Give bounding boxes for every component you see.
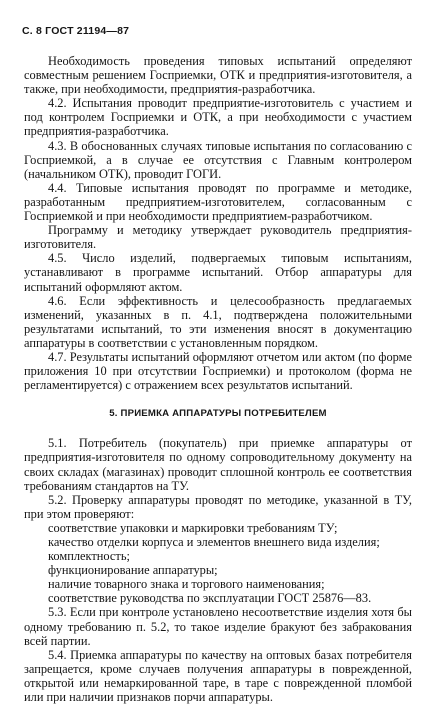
checklist-item: комплектность; — [48, 549, 130, 564]
checklist-item: функционирование аппаратуры; — [48, 563, 218, 578]
paragraph-4-5: 4.5. Число изделий, подвергаемых типовым испытаниям, устанавливают в программе испытаний. Отбор аппаратуры для испытаний оформляют актом. — [24, 251, 412, 294]
paragraph-4-4: 4.4. Типовые испытания проводят по программе и методике, разработанным предприятием-изготовителем, согласованным с Госприемкой и при необходимости предприятием-разработчиком. — [24, 180, 412, 224]
checklist-item: соответствие упаковки и маркировки требованиям ТУ; — [48, 520, 338, 535]
paragraph-5-4: 5.4. Приемка аппаратуры по качеству на оптовых базах потребителя запрещается, кроме случаев получения аппаратуры в поврежденной, открытой или немаркированной таре, в таре с поврежденной пломбой или при наличии признаков порчи аппаратуры. — [24, 647, 412, 704]
checklist-item: качество отделки корпуса и элементов внешнего вида изделия; — [48, 535, 380, 549]
document-body — [24, 54, 412, 704]
paragraph-4-3: 4.3. В обоснованных случаях типовые испытания по согласованию с Госприемкой, а в случае ее отсутствия с Главным контролером (начальником ОТК), проводит ГОГИ. — [24, 138, 412, 181]
paragraph-4-6: 4.6. Если эффективность и целесообразность предлагаемых изменений, указанных в п. 4.1, подтверждена положительными результатами испытаний, то эти изменения вносят в документацию аппаратуры в соответствии с установленным порядком. — [24, 293, 412, 350]
section-title: 5. ПРИЕМКА АППАРАТУРЫ ПОТРЕБИТЕЛЕМ — [109, 408, 327, 420]
paragraph-4-2: 4.2. Испытания проводит предприятие-изготовитель с участием и под контролем Госприемки и ОТК, а при необходимости с участием предприятия-разработчика. — [24, 96, 412, 139]
checklist-item: соответствие руководства по эксплуатации ГОСТ 25876—83. — [48, 591, 372, 606]
checklist-item: наличие товарного знака и торгового наименования; — [48, 577, 325, 592]
paragraph-5-1: 5.1. Потребитель (покупатель) при приемке аппаратуры от предприятия-изготовителя по одному сопроводительному документу на своих складах (магазинах) проводит сплошной контроль ее соответствия требованиям стандартов на ТУ. — [24, 436, 412, 493]
paragraph-5-2: 5.2. Проверку аппаратуры проводят по методике, указанной в ТУ, при этом проверяют: — [24, 492, 412, 521]
paragraph-5-3: 5.3. Если при контроле установлено несоответствие изделия хотя бы одному требованию п. 5.2, то такое изделие бракуют без забракования всей партии. — [24, 605, 412, 648]
paragraph: Необходимость проведения типовых испытаний определяют совместным решением Госприемки, ОТК и предприятия-изготовителя, а также, при необходимости, предприятия-разработчика. — [24, 54, 412, 97]
paragraph: Программу и методику утверждает руководитель предприятия-изготовителя. — [24, 223, 412, 252]
page-header: С. 8 ГОСТ 21194—87 — [22, 25, 130, 37]
paragraph-4-7: 4.7. Результаты испытаний оформляют отчетом или актом (по форме приложения 10 при отсутствии Госприемки) и протоколом (форма не регламентируется) с отражением всех результатов испытаний. — [24, 349, 412, 393]
